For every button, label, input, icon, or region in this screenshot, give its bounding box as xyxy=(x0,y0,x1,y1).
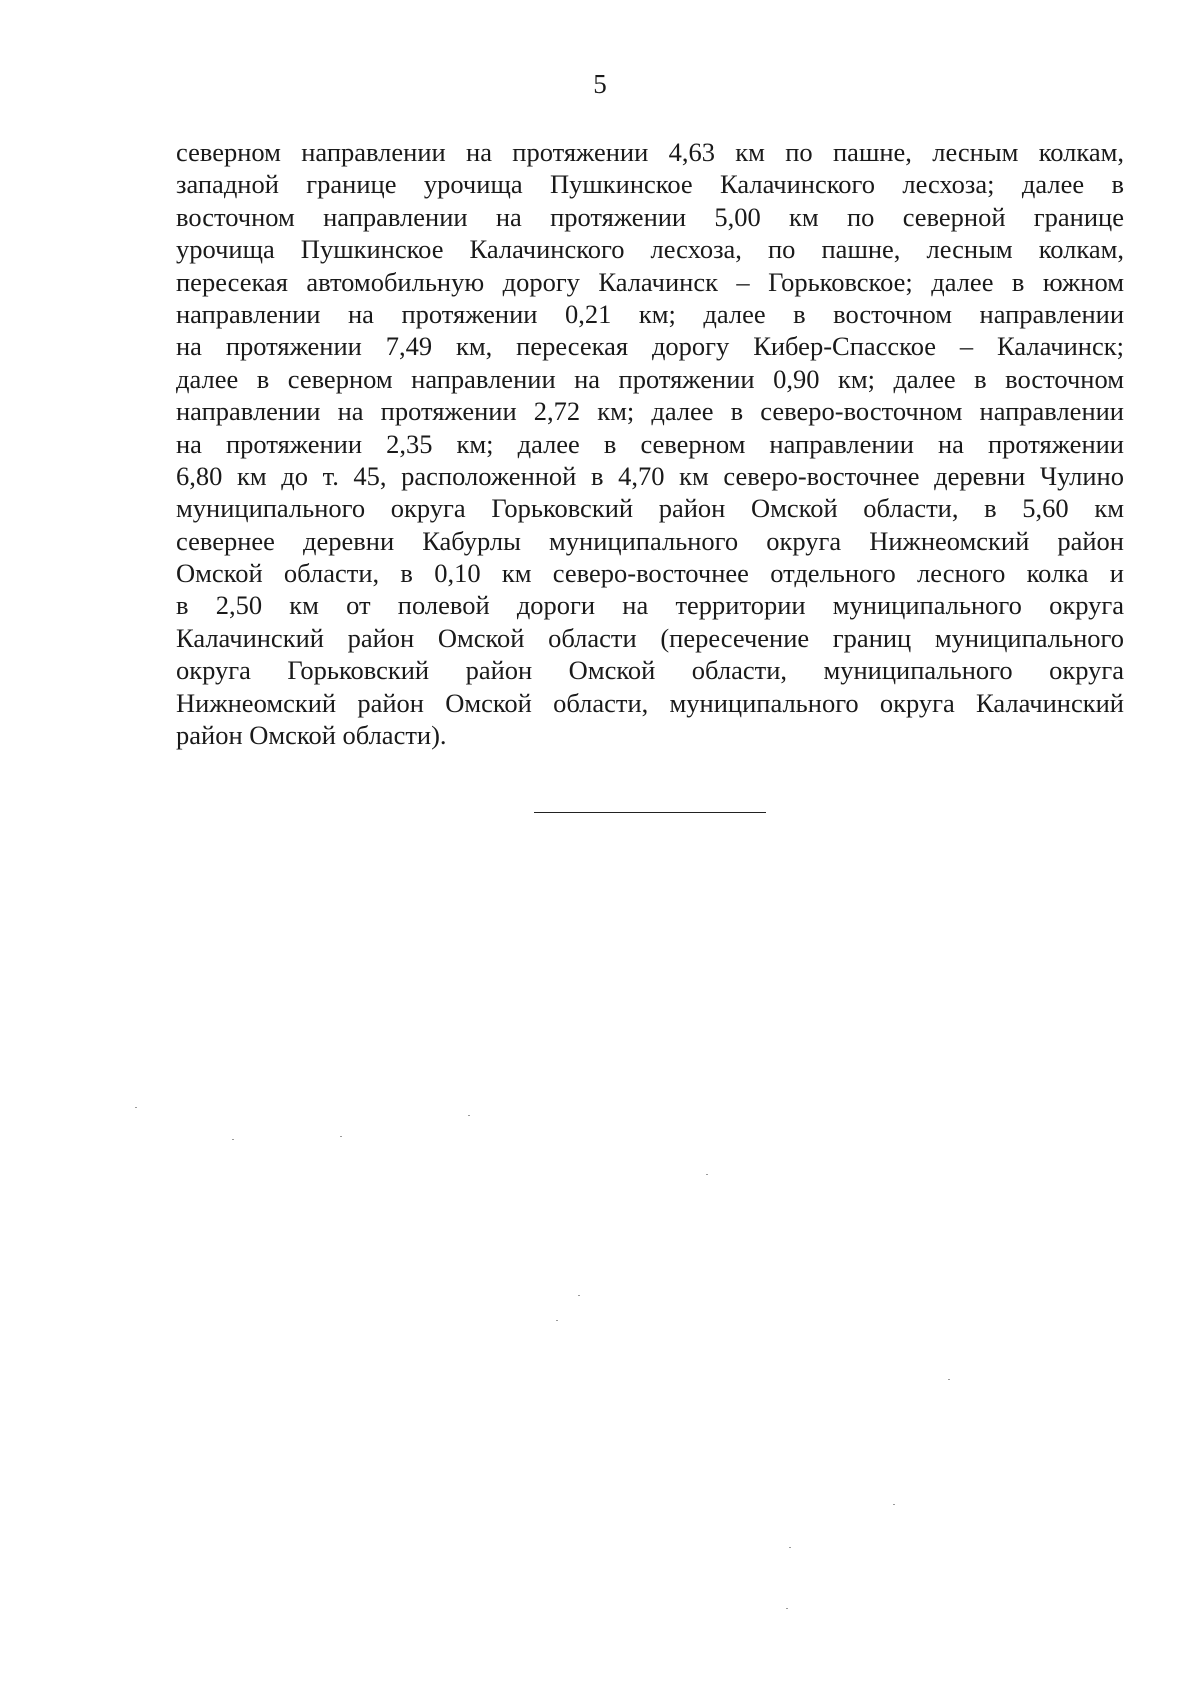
scan-speck xyxy=(340,1136,342,1137)
scan-speck xyxy=(468,1115,470,1116)
text-line: пересекая автомобильную дорогу Калачинск – Горьковское; далее в южном xyxy=(176,266,1124,297)
text-line: западной границе урочища Пушкинское Калачинского лесхоза; далее в xyxy=(176,169,1124,200)
text-line: в 2,50 км от полевой дороги на территории муниципального округа xyxy=(176,590,1124,621)
text-line: муниципального округа Горьковский район Омской области, в 5,60 км xyxy=(176,493,1124,524)
text-line: Омской области, в 0,10 км северо-восточнее отдельного лесного колка и xyxy=(176,558,1124,589)
scan-speck xyxy=(232,1139,234,1140)
boundary-description-paragraph xyxy=(176,136,1124,751)
text-line: Нижнеомский район Омской области, муниципального округа Калачинский xyxy=(176,687,1124,718)
text-line: урочища Пушкинское Калачинского лесхоза, по пашне, лесным колкам, xyxy=(176,234,1124,265)
scan-speck xyxy=(948,1379,950,1380)
text-line: округа Горьковский район Омской области, муниципального округа xyxy=(176,655,1124,686)
scan-speck xyxy=(135,1107,137,1108)
text-line: северном направлении на протяжении 4,63 км по пашне, лесным колкам, xyxy=(176,137,1124,167)
scan-speck xyxy=(789,1547,791,1548)
scan-speck xyxy=(893,1504,895,1505)
text-line: на протяжении 2,35 км; далее в северном направлении на протяжении xyxy=(176,428,1124,459)
text-line: далее в северном направлении на протяжении 0,90 км; далее в восточном xyxy=(176,363,1124,394)
page-number: 5 xyxy=(593,69,607,99)
text-line: Калачинский район Омской области (пересечение границ муниципального xyxy=(176,622,1124,653)
scan-speck xyxy=(578,1295,580,1296)
text-line: восточном направлении на протяжении 5,00 км по северной границе xyxy=(176,201,1124,232)
scan-speck xyxy=(556,1320,558,1321)
scan-speck xyxy=(706,1174,708,1175)
end-of-text-rule xyxy=(534,812,766,813)
text-line: направлении на протяжении 0,21 км; далее в восточном направлении xyxy=(176,298,1124,329)
text-line: направлении на протяжении 2,72 км; далее в северо-восточном направлении xyxy=(176,396,1124,427)
text-line-last: район Омской области). xyxy=(176,720,447,751)
text-line: севернее деревни Кабурлы муниципального округа Нижнеомский район xyxy=(176,525,1124,556)
scan-speck xyxy=(786,1608,788,1609)
text-line: 6,80 км до т. 45, расположенной в 4,70 км северо-восточнее деревни Чулино xyxy=(176,460,1124,491)
text-line: на протяжении 7,49 км, пересекая дорогу Кибер-Спасское – Калачинск; xyxy=(176,331,1124,362)
